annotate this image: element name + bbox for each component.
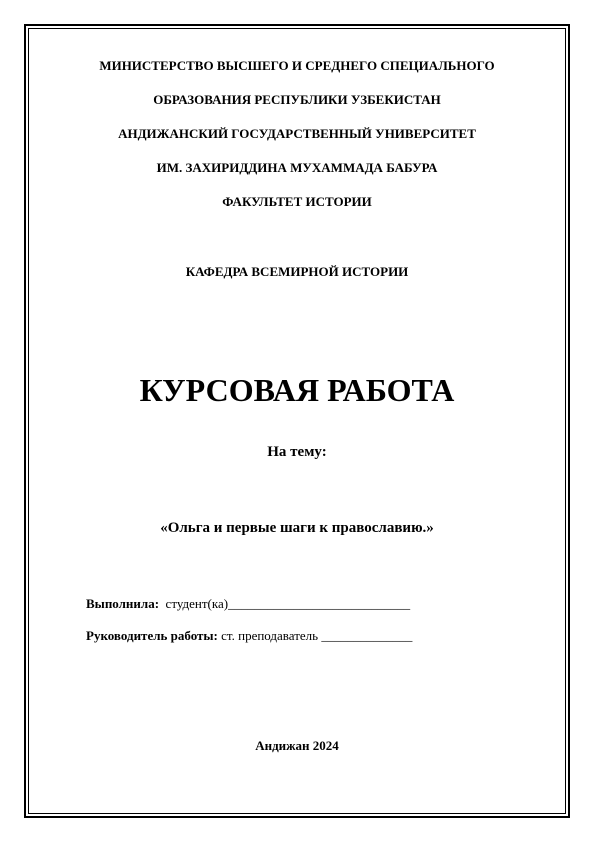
topic-title: «Ольга и первые шаги к православию.» <box>160 520 434 536</box>
topic-label: На тему: <box>267 444 327 460</box>
faculty-name: ФАКУЛЬТЕТ ИСТОРИИ <box>222 194 372 209</box>
supervisor-value: ст. преподаватель ______________ <box>221 628 413 643</box>
city-year: Андижан 2024 <box>255 738 339 753</box>
ministry-line-1: МИНИСТЕРСТВО ВЫСШЕГО И СРЕДНЕГО СПЕЦИАЛЬНОГО <box>99 58 495 73</box>
university-name: АНДИЖАНСКИЙ ГОСУДАРСТВЕННЫЙ УНИВЕРСИТЕТ <box>118 126 476 141</box>
ministry-line-2: ОБРАЗОВАНИЯ РЕСПУБЛИКИ УЗБЕКИСТАН <box>153 92 441 107</box>
performer-row <box>86 596 410 612</box>
page-title: КУРСОВАЯ РАБОТА <box>139 372 455 408</box>
department-name: КАФЕДРА ВСЕМИРНОЙ ИСТОРИИ <box>185 264 409 279</box>
supervisor-row <box>86 628 412 644</box>
page-border-inner <box>28 28 566 814</box>
performer-value: студент(ка)____________________________ <box>165 596 411 611</box>
performer-label: Выполнила: <box>86 596 160 611</box>
university-name-2: ИМ. ЗАХИРИДДИНА МУХАММАДА БАБУРА <box>156 160 438 175</box>
supervisor-label: Руководитель работы: <box>86 628 218 643</box>
